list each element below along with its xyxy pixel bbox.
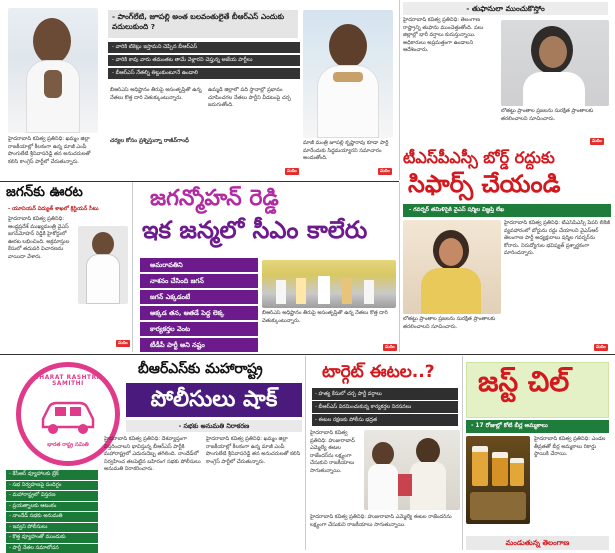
brs-headline-2: పోలీసులు షాక్	[151, 387, 278, 412]
jagan-headline-2: ఇక జన్మలో సీఎం కాలేరు	[142, 218, 367, 242]
bullet-3: - బీఆర్ఎస్ నేతల్ని తిట్టుకుంటూనే ఉండాలి	[108, 68, 300, 79]
jagan-point-5: కార్యకర్తల వెంట	[140, 322, 258, 336]
target-photo	[364, 430, 460, 510]
brs-point-6: - ఇవ్వని పోలీసులు	[6, 523, 98, 533]
tspsc-article-2: లోతట్టు ప్రాంతాల ప్రజలను సురక్షిత ప్రాంతాలకు తరలించాలని సూచించారు.	[403, 316, 501, 352]
target-article-2: హైదరాబాద్ కవిత్వ ప్రతినిధి: హుజురాబాద్ ఎమ్మెల్యే ఈటల రాజేందర్‌ను లక్ష్యంగా చేసుకుని రాజకీయాలు సాగుతున్నాయి.	[310, 514, 460, 548]
jagan-photo	[78, 226, 128, 304]
brs-article-2: హైదరాబాద్ కవిత్వ ప్రతినిధి: ఖమ్మం జిల్లా రాజకీయాల్లో కీలకంగా ఉన్న మాజీ ఎంపీ పొంగులేటి శ్రీనివాసరెడ్డి తన అనుచరులతో కలిసి కాంగ్రెస్ పార్టీలో చేరుతున్నారు.	[206, 436, 302, 546]
brs-article-1: హైదరాబాద్ కవిత్వ ప్రతినిధి: దేశవ్యాప్తంగా విస్తరించాలని భావిస్తున్న బీఆర్ఎస్ పార్టీకి మహారాష్ట్రలో ఎదురుదెబ్బ తగిలింది. నాందేడ్‌లో నిర్వహించ తలపెట్టిన బహిరంగ సభకు పోలీసులు అనుమతి నిరాకరించారు.	[104, 436, 202, 546]
target-article: హైదరాబాద్ కవిత్వ ప్రతినిధి: హుజురాబాద్ ఎమ్మెల్యే ఈటల రాజేందర్‌ను లక్ష్యంగా చేసుకుని రాజకీయాలు సాగుతున్నాయి.	[310, 430, 362, 516]
article-col-3: ఉమ్మడి జిల్లాలో పది స్థానాల్లో ప్రభావం చూపించగల నేతలు పార్టీని వీడటంపై చర్చ జరుగుతోంది.	[208, 87, 300, 179]
jagan-point-3: జగన్ ఎక్కడంటే	[140, 290, 258, 304]
brs-point-2: - సభ నిర్వహణపై సందిగ్ధం	[6, 481, 98, 491]
target-bullet-3: - ఈటల రక్షణకు పోలీసు భద్రత	[312, 414, 458, 426]
chill-headline: జస్ట్ చిల్	[478, 368, 569, 396]
storm-title: - తుఫానులా ముంచుకొస్తోం	[403, 2, 608, 15]
brs-point-3: - మహారాష్ట్రలో విస్తరణ	[6, 491, 98, 501]
divider-h2	[0, 354, 615, 355]
brs-logo-top-text: BHARAT RASHTRA SAMITHI	[21, 375, 115, 387]
tspsc-headline-2: సిఫార్స్ చేయండి	[408, 172, 560, 196]
column-divider-5	[462, 356, 463, 550]
rally-photo	[262, 260, 396, 308]
brs-logo-bottom-text: భారత రాష్ట్ర సమితి	[21, 441, 115, 449]
more-link-3[interactable]: మరిం	[590, 138, 604, 145]
more-link-6[interactable]: మరిం	[594, 344, 608, 351]
column-divider	[399, 0, 400, 180]
news-bullets-1	[108, 42, 300, 79]
brs-point-5: - నాందేడ్ సభకు అనుమతి	[6, 512, 98, 522]
jagan-point-2: నాశనం చేసింది జగన్	[140, 274, 258, 288]
more-link-1[interactable]: మరిం	[285, 168, 299, 175]
photo-caption: చర్యల కోసం ప్రశ్నిస్తున్నా రాజీవ్‌గాంధీ	[110, 137, 200, 145]
more-link-5[interactable]: మరిం	[383, 344, 397, 351]
jagan-headline-1: జగన్మోహన్ రెడ్డి	[150, 188, 279, 210]
sharmila-photo	[403, 220, 501, 314]
brs-headline-2-box	[126, 383, 302, 417]
column-divider-3	[399, 182, 400, 352]
tspsc-subhead: - గవర్నర్ తమిళిసైకి వైఎస్ షర్మిల విజ్ఞప్తి లేఖ	[403, 204, 611, 217]
tspsc-headline: టీఎస్‌పీఎస్సీ బోర్డ్ రద్దుకు	[403, 150, 613, 166]
target-bullet-2: - బీఆర్ఎస్ విరమించుకున్న కార్యకర్తల నిరసనలు	[312, 401, 458, 413]
column-divider-4	[305, 356, 306, 550]
brs-point-1: - కేసీఆర్ వ్యూహాలకు బ్రేక్	[6, 470, 98, 480]
brs-headline-1: బీఆర్ఎస్‌కు మహారాష్ట్ర	[138, 362, 263, 376]
brs-point-8: - పార్టీ నేతల సమాలోచన	[6, 544, 98, 553]
brs-subhead: - సభకు అనుమతి నిరాకరణ	[126, 420, 302, 432]
article-col-1: హైదరాబాద్ కవిత్వ ప్రతినిధి: ఖమ్మం జిల్లా రాజకీయాల్లో కీలకంగా ఉన్న మాజీ ఎంపీ పొంగులేటి శ్రీనివాసరెడ్డి తన అనుచరులతో కలిసి కాంగ్రెస్ పార్టీలో చేరుతున్నారు.	[8, 136, 98, 180]
rally-article: బీఆర్ఎస్ అధిష్టానం తీరుపై అసంతృప్తితో ఉన్న నేతలు కొత్త దారి వెతుక్కుంటున్నారు.	[262, 310, 396, 350]
politician-photo-2	[303, 10, 393, 138]
politician-photo-3	[501, 20, 609, 106]
chill-footer: మండుతున్న తెలంగాణ	[466, 536, 609, 550]
target-bullet-1: - హత్య కేసులో చర్చ పార్టీ వర్గాలు	[312, 388, 458, 400]
jagan-point-1: అమరావతిని	[140, 258, 258, 272]
divider-h1	[0, 181, 399, 182]
bullet-1: - వారికి టికెట్లు ఇస్తామని చెప్పిన బీఆర్ఎస్	[108, 42, 300, 53]
jagan-point-4: అక్కడ తన, ఆతడే పెద్ద లెక్క	[140, 306, 258, 320]
more-link-2[interactable]: మరిం	[378, 168, 392, 175]
subhead-gray: - పాంగ్‌లేటి, జూపల్లి అంత బలవంతులైతే బీఆర్ఎస్ ఎందుకు వదులుకుంది ?	[108, 10, 298, 38]
bullet-2: - వారికి కావు వారు తమంతట తామే వెళ్లారని చెప్తున్న అజేయ పార్టీలు	[108, 55, 300, 66]
jagan-article: హైదరాబాద్ కవిత్వ ప్రతినిధి: ఆంధ్రప్రదేశ్ ముఖ్యమంత్రి వైఎస్ జగన్‌మోహన్ రెడ్డికి హైకోర్టులో ఊరట లభించింది. అక్రమాస్తుల కేసులో తదుపరి విచారణను వాయిదా వేశారు.	[8, 216, 76, 346]
jagan-subhead: - యూనియన్ విద్యుత్ శాఖలో క్రిస్టియన్ సీటు	[8, 205, 128, 213]
beer-photo	[466, 436, 530, 524]
jagan-tag: జగన్‌కు ఊరట	[6, 186, 83, 200]
target-bullets	[312, 388, 458, 426]
more-link-4[interactable]: మరిం	[116, 340, 130, 347]
brs-point-7: - కొత్త వ్యూహంతో ముందుకు	[6, 533, 98, 543]
brs-point-4: - ప్రయత్నాలకు ఆటంకం	[6, 502, 98, 512]
chill-subhead: - 17 రోజుల్లో కోటి బీర్ల అమ్మకాలు	[466, 420, 609, 433]
article-col-4: మాజీ మంత్రి జూపల్లి కృష్ణారావు కూడా పార్టీ మారేందుకు సిద్ధమయ్యారని సమాచారం అందుతోంది.	[303, 140, 393, 180]
jagan-points-list	[140, 258, 258, 352]
column-divider-2	[132, 182, 133, 352]
brs-points	[6, 470, 98, 553]
chill-article: హైదరాబాద్ కవిత్వ ప్రతినిధి: ఎండల తీవ్రతతో బీర్ల అమ్మకాలు రికార్డు స్థాయికి చేరాయి.	[534, 436, 610, 532]
target-headline: టార్గెట్ ఈటల..?	[322, 364, 435, 381]
politician-photo-1	[8, 8, 98, 133]
tspsc-article: హైదరాబాద్ కవిత్వ ప్రతినిధి: టీఎస్‌పీఎస్సీ పేపర్ లీకేజీ వ్యవహారంలో బోర్డును రద్దు చేయాలని వైఎస్ఆర్ తెలంగాణ పార్టీ అధ్యక్షురాలు షర్మిల గవర్నర్‌ను కోరారు. నిరుద్యోగుల భవిష్యత్ ప్రశ్నార్థకంగా మారిందన్నారు.	[504, 220, 611, 342]
jagan-point-6: టీడీపీ పార్టీ అని నష్టం	[140, 338, 258, 352]
storm-article-2: లోతట్టు ప్రాంతాల ప్రజలను సురక్షిత ప్రాంతాలకు తరలించాలని సూచించారు.	[501, 108, 609, 144]
article-col-2: బీఆర్ఎస్ అధిష్టానం తీరుపై అసంతృప్తితో ఉన్న నేతలు కొత్త దారి వెతుక్కుంటున్నారు.	[110, 87, 205, 135]
storm-article: హైదరాబాద్ కవిత్వ ప్రతినిధి: తెలంగాణ రాష్ట్రాన్ని తుఫాను ముంచెత్తుతోంది. పలు జిల్లాల్లో భారీ వర్షాలు కురుస్తున్నాయి. అధికారులు అప్రమత్తంగా ఉండాలని ఆదేశించారు.	[403, 17, 498, 129]
